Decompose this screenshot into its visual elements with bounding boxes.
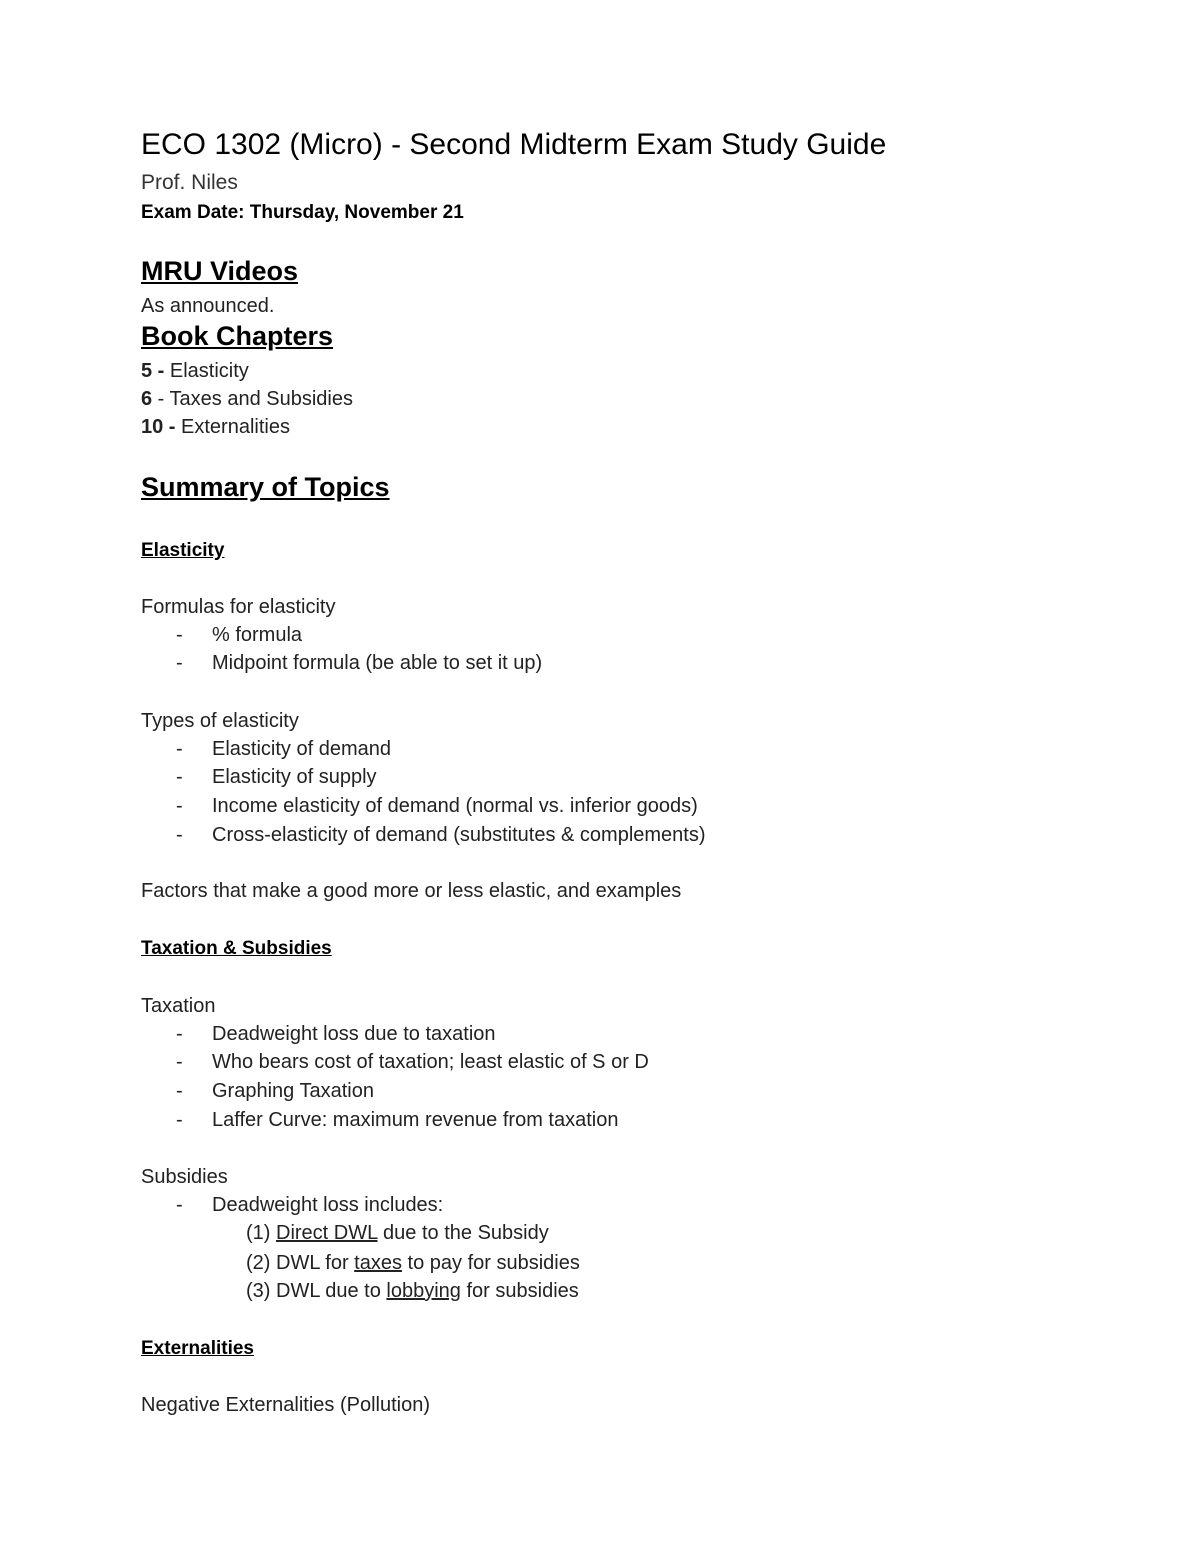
- book-chapters-heading: Book Chapters: [141, 321, 334, 351]
- taxation-heading: Taxation & Subsidies: [141, 938, 332, 959]
- list-item: - Graphing Taxation: [176, 1080, 374, 1102]
- factors-text: Factors that make a good more or less elastic, and examples: [141, 880, 682, 902]
- dash-bullet: -: [176, 766, 183, 788]
- page-title: ECO 1302 (Micro) - Second Midterm Exam Study Guide: [141, 128, 887, 161]
- list-item: - Laffer Curve: maximum revenue from taxation: [176, 1109, 619, 1131]
- chapter-item: [141, 360, 249, 383]
- dash-bullet: -: [176, 824, 183, 846]
- formulas-label: Formulas for elasticity: [141, 596, 336, 618]
- chapter-title: Externalities: [175, 416, 290, 438]
- sub-list-item: (1) Direct DWL due to the Subsidy: [246, 1222, 549, 1244]
- exam-date: Exam Date: Thursday, November 21: [141, 202, 464, 223]
- dash-bullet: -: [176, 652, 183, 674]
- list-item: - Deadweight loss due to taxation: [176, 1023, 496, 1045]
- chapter-title: - Taxes and Subsidies: [152, 388, 353, 410]
- chapter-title: Elasticity: [164, 360, 249, 382]
- chapter-item: [141, 416, 290, 439]
- chapter-number: 6: [141, 388, 153, 410]
- chapter-item: [141, 388, 353, 411]
- elasticity-heading: Elasticity: [141, 540, 225, 561]
- dash-bullet: -: [176, 624, 183, 646]
- types-label: Types of elasticity: [141, 710, 299, 732]
- list-item: - Cross-elasticity of demand (substitutes & complements): [176, 824, 706, 846]
- dash-bullet: -: [176, 1023, 183, 1045]
- negative-externalities-text: Negative Externalities (Pollution): [141, 1394, 431, 1416]
- mru-videos-text: As announced.: [141, 295, 275, 317]
- summary-heading: Summary of Topics: [141, 472, 390, 502]
- dash-bullet: -: [176, 1080, 183, 1102]
- list-item: - Elasticity of demand: [176, 738, 391, 760]
- list-item: - % formula: [176, 624, 303, 646]
- sub-list-item: (3) DWL due to lobbying for subsidies: [246, 1280, 579, 1302]
- externalities-heading: Externalities: [141, 1338, 254, 1359]
- dash-bullet: -: [176, 795, 183, 817]
- list-item: - Deadweight loss includes:: [176, 1194, 444, 1216]
- dash-bullet: -: [176, 738, 183, 760]
- dash-bullet: -: [176, 1194, 183, 1216]
- subsidies-label: Subsidies: [141, 1166, 228, 1188]
- professor-name: Prof. Niles: [141, 171, 238, 194]
- dash-bullet: -: [176, 1109, 183, 1131]
- mru-videos-heading: MRU Videos: [141, 256, 299, 286]
- dash-bullet: -: [176, 1051, 183, 1073]
- list-item: - Income elasticity of demand (normal vs. inferior goods): [176, 795, 698, 817]
- chapter-number: 5 -: [141, 360, 165, 382]
- sub-list-item: (2) DWL for taxes to pay for subsidies: [246, 1252, 580, 1274]
- list-item: - Elasticity of supply: [176, 766, 377, 788]
- list-item: - Midpoint formula (be able to set it up): [176, 652, 543, 674]
- list-item: - Who bears cost of taxation; least elastic of S or D: [176, 1051, 649, 1073]
- chapter-number: 10 -: [141, 416, 176, 438]
- taxation-label: Taxation: [141, 995, 216, 1017]
